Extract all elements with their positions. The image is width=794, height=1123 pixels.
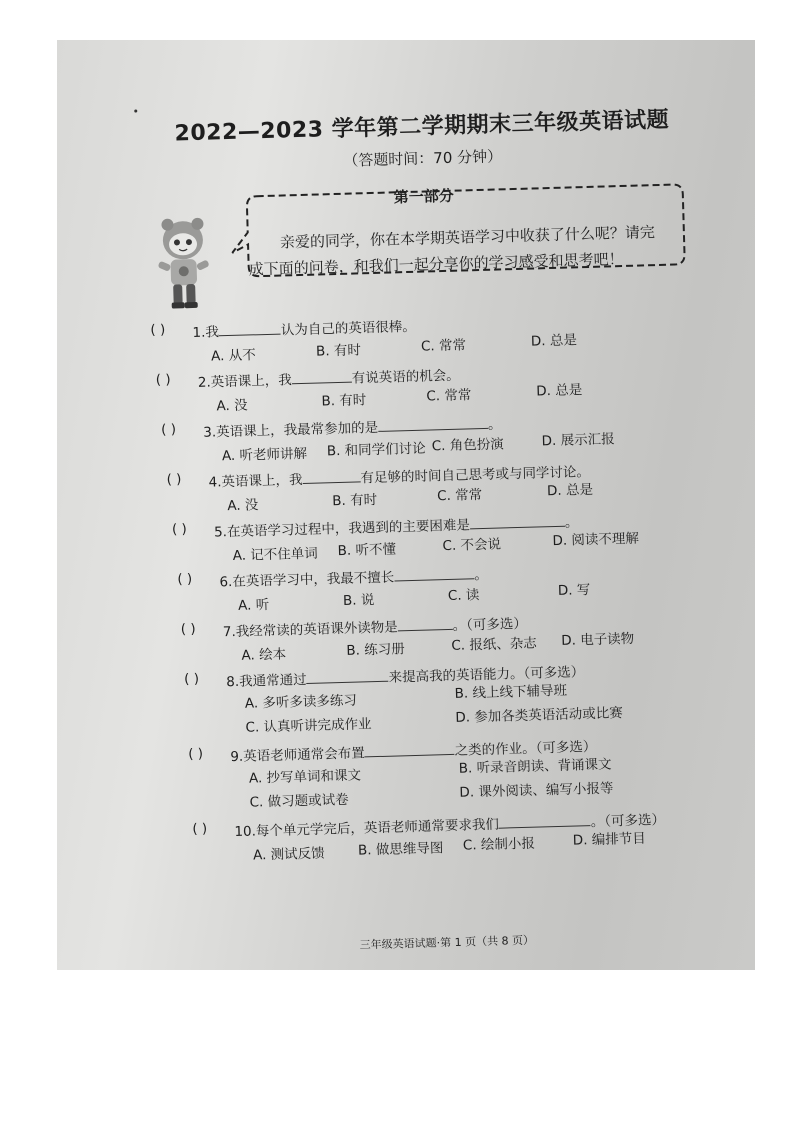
- question-number: 6.: [219, 574, 233, 591]
- option-d[interactable]: D. 总是: [536, 382, 583, 400]
- option-a[interactable]: A. 抄写单词和课文: [248, 767, 362, 787]
- option-c[interactable]: C. 报纸、杂志: [451, 635, 538, 654]
- question-text-before: 我经常读的英语课外读物是: [235, 619, 398, 640]
- exam-photo: [57, 40, 755, 970]
- option-c[interactable]: C. 角色扮演: [431, 436, 504, 455]
- question-number: 2.: [197, 374, 212, 391]
- answer-bracket[interactable]: ( ): [160, 421, 177, 438]
- option-b[interactable]: B. 听录音朗读、背诵课文: [458, 756, 612, 777]
- question-text-after: 认为自己的英语很棒。: [280, 318, 417, 339]
- option-c[interactable]: C. 认真听讲完成作业: [245, 716, 372, 736]
- option-c[interactable]: C. 常常: [426, 387, 472, 405]
- option-b[interactable]: B. 有时: [321, 392, 367, 410]
- question-text-after: 有足够的时间自己思考或与同学讨论。: [360, 463, 591, 487]
- ink-dot: [134, 109, 137, 112]
- option-d[interactable]: D. 课外阅读、编写小报等: [459, 780, 614, 801]
- mascot-illustration: [151, 213, 216, 311]
- option-a[interactable]: A. 从不: [210, 347, 256, 365]
- answer-bracket[interactable]: ( ): [180, 621, 196, 638]
- option-d[interactable]: D. 总是: [530, 332, 578, 350]
- option-d[interactable]: D. 阅读不理解: [552, 530, 640, 550]
- question-number: 4.: [208, 474, 222, 491]
- question-item: [188, 729, 755, 811]
- question-text-after: 有说英语的机会。: [351, 367, 460, 387]
- option-b[interactable]: B. 练习册: [346, 641, 405, 659]
- answer-blank[interactable]: [291, 370, 351, 385]
- answer-blank[interactable]: [499, 813, 591, 829]
- option-c[interactable]: C. 不会说: [442, 536, 502, 555]
- option-c[interactable]: C. 常常: [436, 487, 483, 505]
- option-a[interactable]: A. 多听多读多练习: [244, 692, 358, 712]
- option-b[interactable]: B. 做思维导图: [357, 840, 444, 859]
- question-stem: [192, 315, 416, 341]
- answer-bracket[interactable]: ( ): [171, 521, 188, 538]
- option-d[interactable]: D. 展示汇报: [541, 431, 615, 450]
- exam-duration: （答题时间：70 分钟）: [343, 147, 503, 170]
- question-text-after: 之类的作业。（可多选）: [454, 738, 597, 759]
- option-d[interactable]: D. 总是: [546, 481, 594, 500]
- answer-bracket[interactable]: ( ): [150, 321, 166, 339]
- option-a[interactable]: A. 记不住单词: [232, 545, 319, 564]
- question-number: 1.: [192, 324, 206, 342]
- answer-bracket[interactable]: ( ): [183, 670, 200, 688]
- question-number: 9.: [230, 748, 244, 766]
- option-b[interactable]: B. 说: [342, 592, 375, 609]
- option-b[interactable]: B. 有时: [315, 342, 362, 360]
- option-a[interactable]: A. 没: [227, 497, 259, 515]
- answer-blank[interactable]: [378, 416, 488, 432]
- answer-blank[interactable]: [470, 514, 565, 530]
- question-text-before: 我: [205, 324, 220, 341]
- question-number: 3.: [203, 424, 217, 441]
- option-a[interactable]: A. 测试反馈: [252, 845, 325, 864]
- option-b[interactable]: B. 和同学们讨论: [326, 440, 426, 460]
- option-a[interactable]: A. 听: [237, 597, 270, 614]
- answer-bracket[interactable]: ( ): [166, 471, 182, 488]
- question-text-after: 来提高我的英语能力。（可多选）: [388, 664, 585, 686]
- answer-bracket[interactable]: ( ): [188, 745, 204, 763]
- option-d[interactable]: D. 参加各类英语活动或比赛: [455, 705, 623, 726]
- question-text-after: 。: [487, 416, 502, 433]
- question-text-before: 每个单元学完后，英语老师通常要求我们: [255, 816, 500, 840]
- question-text-before: 我通常通过: [238, 671, 307, 690]
- question-number: 7.: [222, 623, 236, 641]
- option-b[interactable]: B. 有时: [332, 491, 378, 510]
- intro-line-2: 成下面的问卷，和我们一起分享你的学习感受和思考吧！: [248, 249, 624, 279]
- intro-line-1: 亲爱的同学，你在本学期英语学习中收获了什么呢？请完: [279, 223, 656, 252]
- question-text-before: 英语课上，我最常参加的是: [215, 419, 379, 441]
- answer-blank[interactable]: [302, 469, 360, 484]
- option-c[interactable]: C. 常常: [420, 337, 467, 355]
- option-c[interactable]: C. 做习题或试卷: [249, 791, 349, 811]
- option-d[interactable]: D. 写: [557, 582, 591, 599]
- option-a[interactable]: A. 绘本: [241, 646, 287, 664]
- answer-bracket[interactable]: ( ): [177, 571, 193, 588]
- option-b[interactable]: B. 线上线下辅导班: [454, 682, 568, 702]
- intro-speech-bubble: [229, 180, 689, 281]
- option-d[interactable]: D. 编排节目: [572, 830, 647, 849]
- question-number: 5.: [213, 524, 228, 541]
- answer-bracket[interactable]: ( ): [192, 820, 208, 838]
- option-c[interactable]: C. 绘制小报: [462, 835, 536, 854]
- option-d[interactable]: D. 电子读物: [561, 630, 635, 649]
- answer-blank[interactable]: [364, 742, 454, 758]
- question-text-before: 英语课上，我: [210, 372, 292, 391]
- section-heading: 第一部分: [393, 186, 455, 207]
- question-text-after: 。（可多选）: [452, 615, 528, 634]
- option-c[interactable]: C. 读: [447, 587, 480, 605]
- answer-blank[interactable]: [219, 322, 281, 337]
- answer-blank[interactable]: [306, 669, 388, 684]
- question-text-before: 在英语学习过程中，我遇到的主要困难是: [226, 517, 471, 541]
- answer-blank[interactable]: [397, 617, 452, 632]
- question-text-before: 英语老师通常会布置: [243, 745, 365, 765]
- question-text-before: 英语课上，我: [221, 472, 303, 491]
- exam-title: 2022—2023 学年第二学期期末三年级英语试题: [174, 107, 670, 147]
- question-text-before: 在英语学习中，我最不擅长: [232, 569, 395, 591]
- question-text-after: 。: [474, 566, 488, 584]
- answer-bracket[interactable]: ( ): [155, 371, 171, 389]
- option-b[interactable]: B. 听不懂: [337, 541, 397, 560]
- option-a[interactable]: A. 没: [216, 397, 248, 415]
- question-number: 8.: [226, 673, 240, 691]
- question-text-after: 。（可多选）: [590, 812, 666, 831]
- option-a[interactable]: A. 听老师讲解: [221, 445, 308, 465]
- question-item: [192, 804, 755, 881]
- page-footer: 三年级英语试题·第 1 页（共 8 页）: [359, 933, 535, 952]
- exam-sheet: [57, 40, 755, 970]
- question-text-after: 。: [564, 514, 579, 531]
- question-number: 10.: [234, 823, 257, 841]
- answer-blank[interactable]: [394, 566, 474, 581]
